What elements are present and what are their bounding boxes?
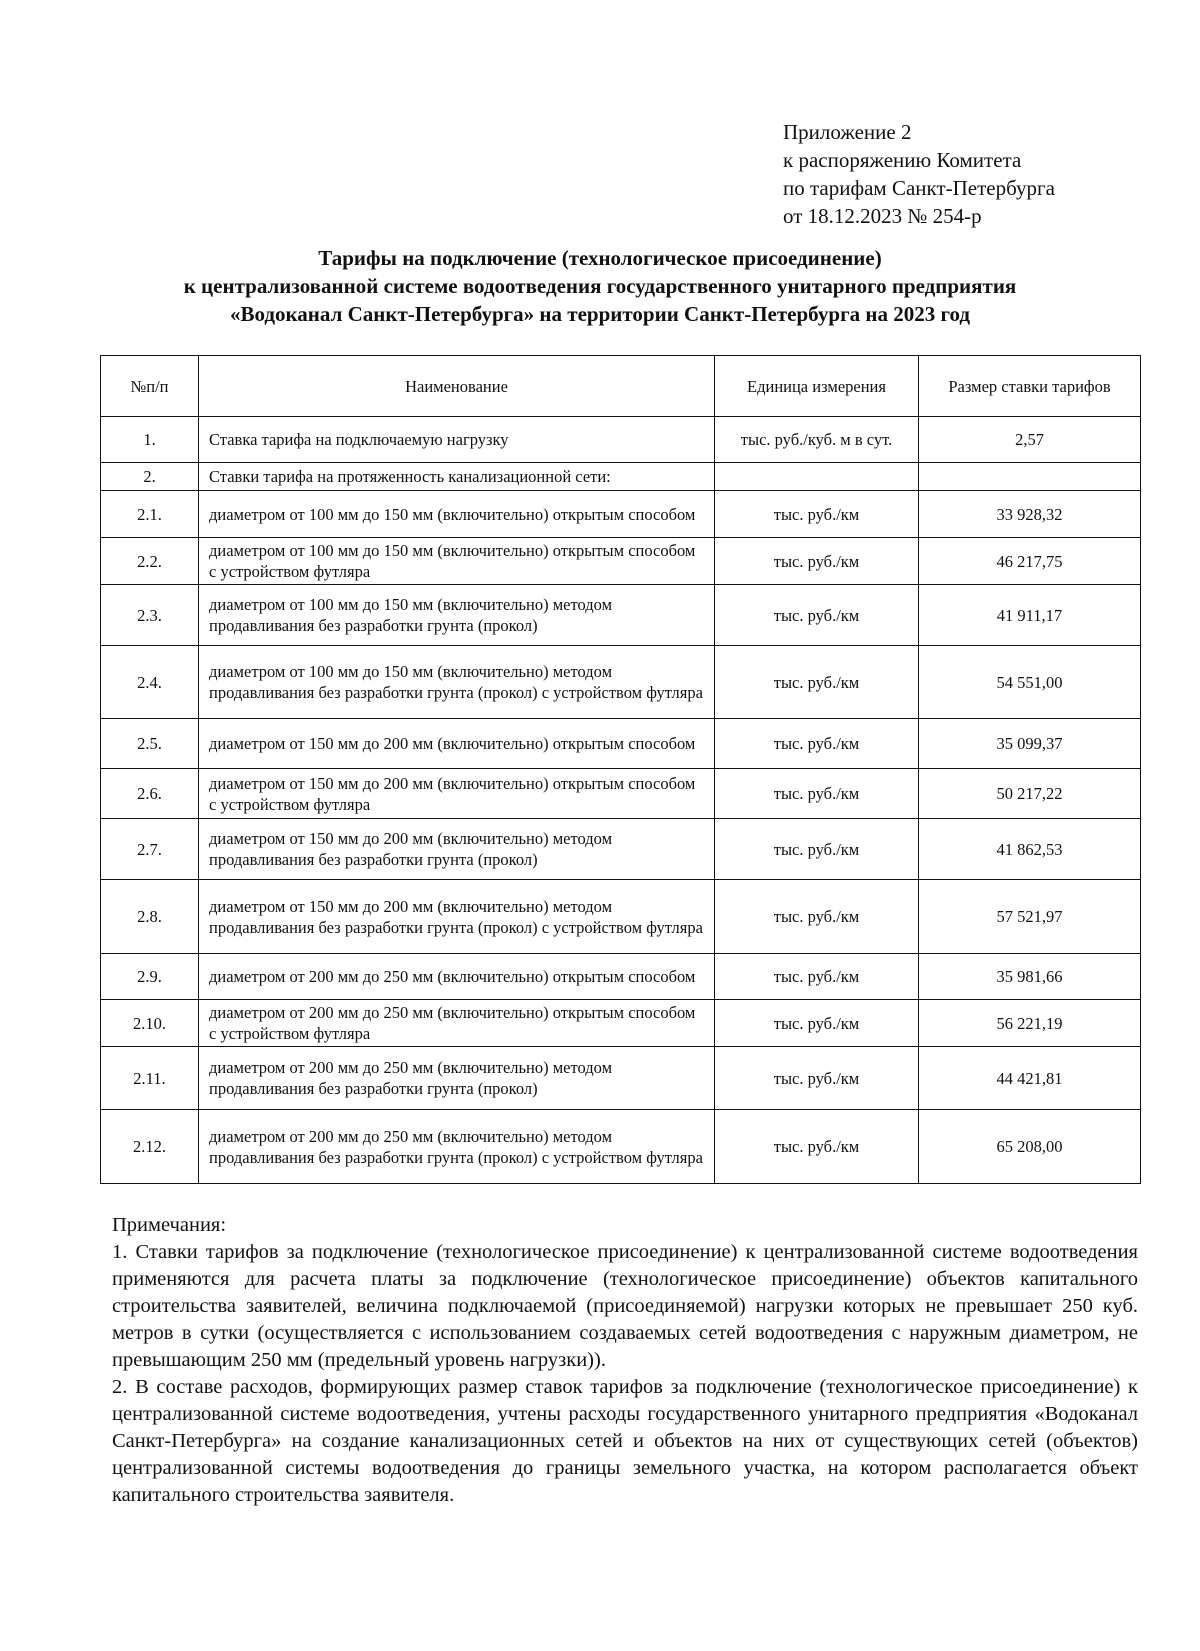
cell-num: 2.11. xyxy=(101,1047,199,1110)
notes-heading: Примечания: xyxy=(112,1214,227,1236)
cell-num: 2.8. xyxy=(101,880,199,954)
cell-num: 1. xyxy=(101,417,199,463)
cell-value: 41 911,17 xyxy=(919,585,1141,646)
cell-name: диаметром от 150 мм до 200 мм (включительно) методом продавливания без разработки грунта (прокол) xyxy=(199,819,715,880)
cell-num: 2.7. xyxy=(101,819,199,880)
appendix-line: к распоряжению Комитета xyxy=(783,148,1022,172)
cell-num: 2.1. xyxy=(101,491,199,538)
cell-value: 50 217,22 xyxy=(919,769,1141,819)
cell-unit: тыс. руб./куб. м в сут. xyxy=(715,417,919,463)
cell-name: диаметром от 100 мм до 150 мм (включительно) открытым способом xyxy=(199,491,715,538)
cell-name: Ставка тарифа на подключаемую нагрузку xyxy=(199,417,715,463)
cell-name: диаметром от 100 мм до 150 мм (включительно) методом продавливания без разработки грунта (прокол) xyxy=(199,585,715,646)
table-row xyxy=(101,646,1141,719)
cell-unit: тыс. руб./км xyxy=(715,719,919,769)
cell-num: 2.2. xyxy=(101,538,199,585)
cell-unit: тыс. руб./км xyxy=(715,585,919,646)
note-paragraph: 1. Ставки тарифов за подключение (технологическое присоединение) к централизованной системе водоотведения применяются для расчета платы за подключение (технологическое присоединение) объектов капитального строительства заявителей, величина подключаемой (присоединяемой) нагрузки которых не превышает 250 куб. метров в сутки (осуществляется с использованием создаваемых сетей водоотведения с наружным диаметром, не превышающим 250 мм (предельный уровень нагрузки)). xyxy=(112,1241,1138,1371)
title-line: «Водоканал Санкт-Петербурга» на территории Санкт-Петербурга на 2023 год xyxy=(230,302,970,326)
header-num: №п/п xyxy=(101,356,199,417)
cell-num: 2.9. xyxy=(101,954,199,1000)
cell-num: 2.12. xyxy=(101,1110,199,1184)
appendix-reference xyxy=(783,118,1055,230)
cell-num: 2.5. xyxy=(101,719,199,769)
cell-num: 2.3. xyxy=(101,585,199,646)
cell-value: 57 521,97 xyxy=(919,880,1141,954)
table-row xyxy=(101,463,1141,491)
cell-unit: тыс. руб./км xyxy=(715,1047,919,1110)
table-row xyxy=(101,954,1141,1000)
title-line: Тарифы на подключение (технологическое присоединение) xyxy=(318,246,882,270)
notes-section xyxy=(112,1212,1138,1509)
cell-name: диаметром от 150 мм до 200 мм (включительно) методом продавливания без разработки грунта (прокол) с устройством футляра xyxy=(199,880,715,954)
cell-num: 2.4. xyxy=(101,646,199,719)
cell-unit: тыс. руб./км xyxy=(715,646,919,719)
cell-value: 41 862,53 xyxy=(919,819,1141,880)
table-row xyxy=(101,538,1141,585)
cell-name: диаметром от 100 мм до 150 мм (включительно) открытым способом с устройством футляра xyxy=(199,538,715,585)
cell-name: Ставки тарифа на протяженность канализационной сети: xyxy=(199,463,715,491)
tariff-table xyxy=(100,355,1141,1184)
cell-name: диаметром от 150 мм до 200 мм (включительно) открытым способом xyxy=(199,719,715,769)
header-value: Размер ставки тарифов xyxy=(919,356,1141,417)
table-row xyxy=(101,769,1141,819)
cell-num: 2. xyxy=(101,463,199,491)
cell-value: 33 928,32 xyxy=(919,491,1141,538)
cell-unit: тыс. руб./км xyxy=(715,1110,919,1184)
appendix-line: Приложение 2 xyxy=(783,120,912,144)
cell-value: 56 221,19 xyxy=(919,1000,1141,1047)
title-line: к централизованной системе водоотведения государственного унитарного предприятия xyxy=(183,274,1017,298)
cell-name: диаметром от 100 мм до 150 мм (включительно) методом продавливания без разработки грунта (прокол) с устройством футляра xyxy=(199,646,715,719)
cell-unit: тыс. руб./км xyxy=(715,880,919,954)
cell-value: 65 208,00 xyxy=(919,1110,1141,1184)
appendix-line: от 18.12.2023 № 254-р xyxy=(783,204,982,228)
table-row xyxy=(101,585,1141,646)
header-name: Наименование xyxy=(199,356,715,417)
appendix-line: по тарифам Санкт-Петербурга xyxy=(783,176,1055,200)
cell-unit: тыс. руб./км xyxy=(715,954,919,1000)
cell-unit: тыс. руб./км xyxy=(715,769,919,819)
header-unit: Единица измерения xyxy=(715,356,919,417)
document-title xyxy=(60,244,1140,328)
cell-value: 46 217,75 xyxy=(919,538,1141,585)
table-header-row xyxy=(101,356,1141,417)
cell-num: 2.10. xyxy=(101,1000,199,1047)
cell-value: 2,57 xyxy=(919,417,1141,463)
table-row xyxy=(101,1110,1141,1184)
cell-value: 35 099,37 xyxy=(919,719,1141,769)
cell-unit: тыс. руб./км xyxy=(715,1000,919,1047)
table-row xyxy=(101,819,1141,880)
cell-unit: тыс. руб./км xyxy=(715,538,919,585)
table-row xyxy=(101,719,1141,769)
cell-unit xyxy=(715,463,919,491)
cell-value: 35 981,66 xyxy=(919,954,1141,1000)
cell-num: 2.6. xyxy=(101,769,199,819)
cell-unit: тыс. руб./км xyxy=(715,819,919,880)
cell-value: 44 421,81 xyxy=(919,1047,1141,1110)
cell-name: диаметром от 150 мм до 200 мм (включительно) открытым способом с устройством футляра xyxy=(199,769,715,819)
cell-name: диаметром от 200 мм до 250 мм (включительно) открытым способом с устройством футляра xyxy=(199,1000,715,1047)
table-row xyxy=(101,417,1141,463)
table-row xyxy=(101,1047,1141,1110)
cell-name: диаметром от 200 мм до 250 мм (включительно) открытым способом xyxy=(199,954,715,1000)
note-paragraph: 2. В составе расходов, формирующих размер ставок тарифов за подключение (технологическое присоединение) к централизованной системе водоотведения, учтены расходы государственного унитарного предприятия «Водоканал Санкт-Петербурга» на создание канализационных сетей и объектов на них от существующих сетей (объектов) централизованной системы водоотведения до границы земельного участка, на котором располагается объект капитального строительства заявителя. xyxy=(112,1376,1138,1506)
cell-value: 54 551,00 xyxy=(919,646,1141,719)
cell-value xyxy=(919,463,1141,491)
cell-name: диаметром от 200 мм до 250 мм (включительно) методом продавливания без разработки грунта (прокол) с устройством футляра xyxy=(199,1110,715,1184)
table-row xyxy=(101,880,1141,954)
table-row xyxy=(101,491,1141,538)
table-row xyxy=(101,1000,1141,1047)
cell-unit: тыс. руб./км xyxy=(715,491,919,538)
cell-name: диаметром от 200 мм до 250 мм (включительно) методом продавливания без разработки грунта (прокол) xyxy=(199,1047,715,1110)
